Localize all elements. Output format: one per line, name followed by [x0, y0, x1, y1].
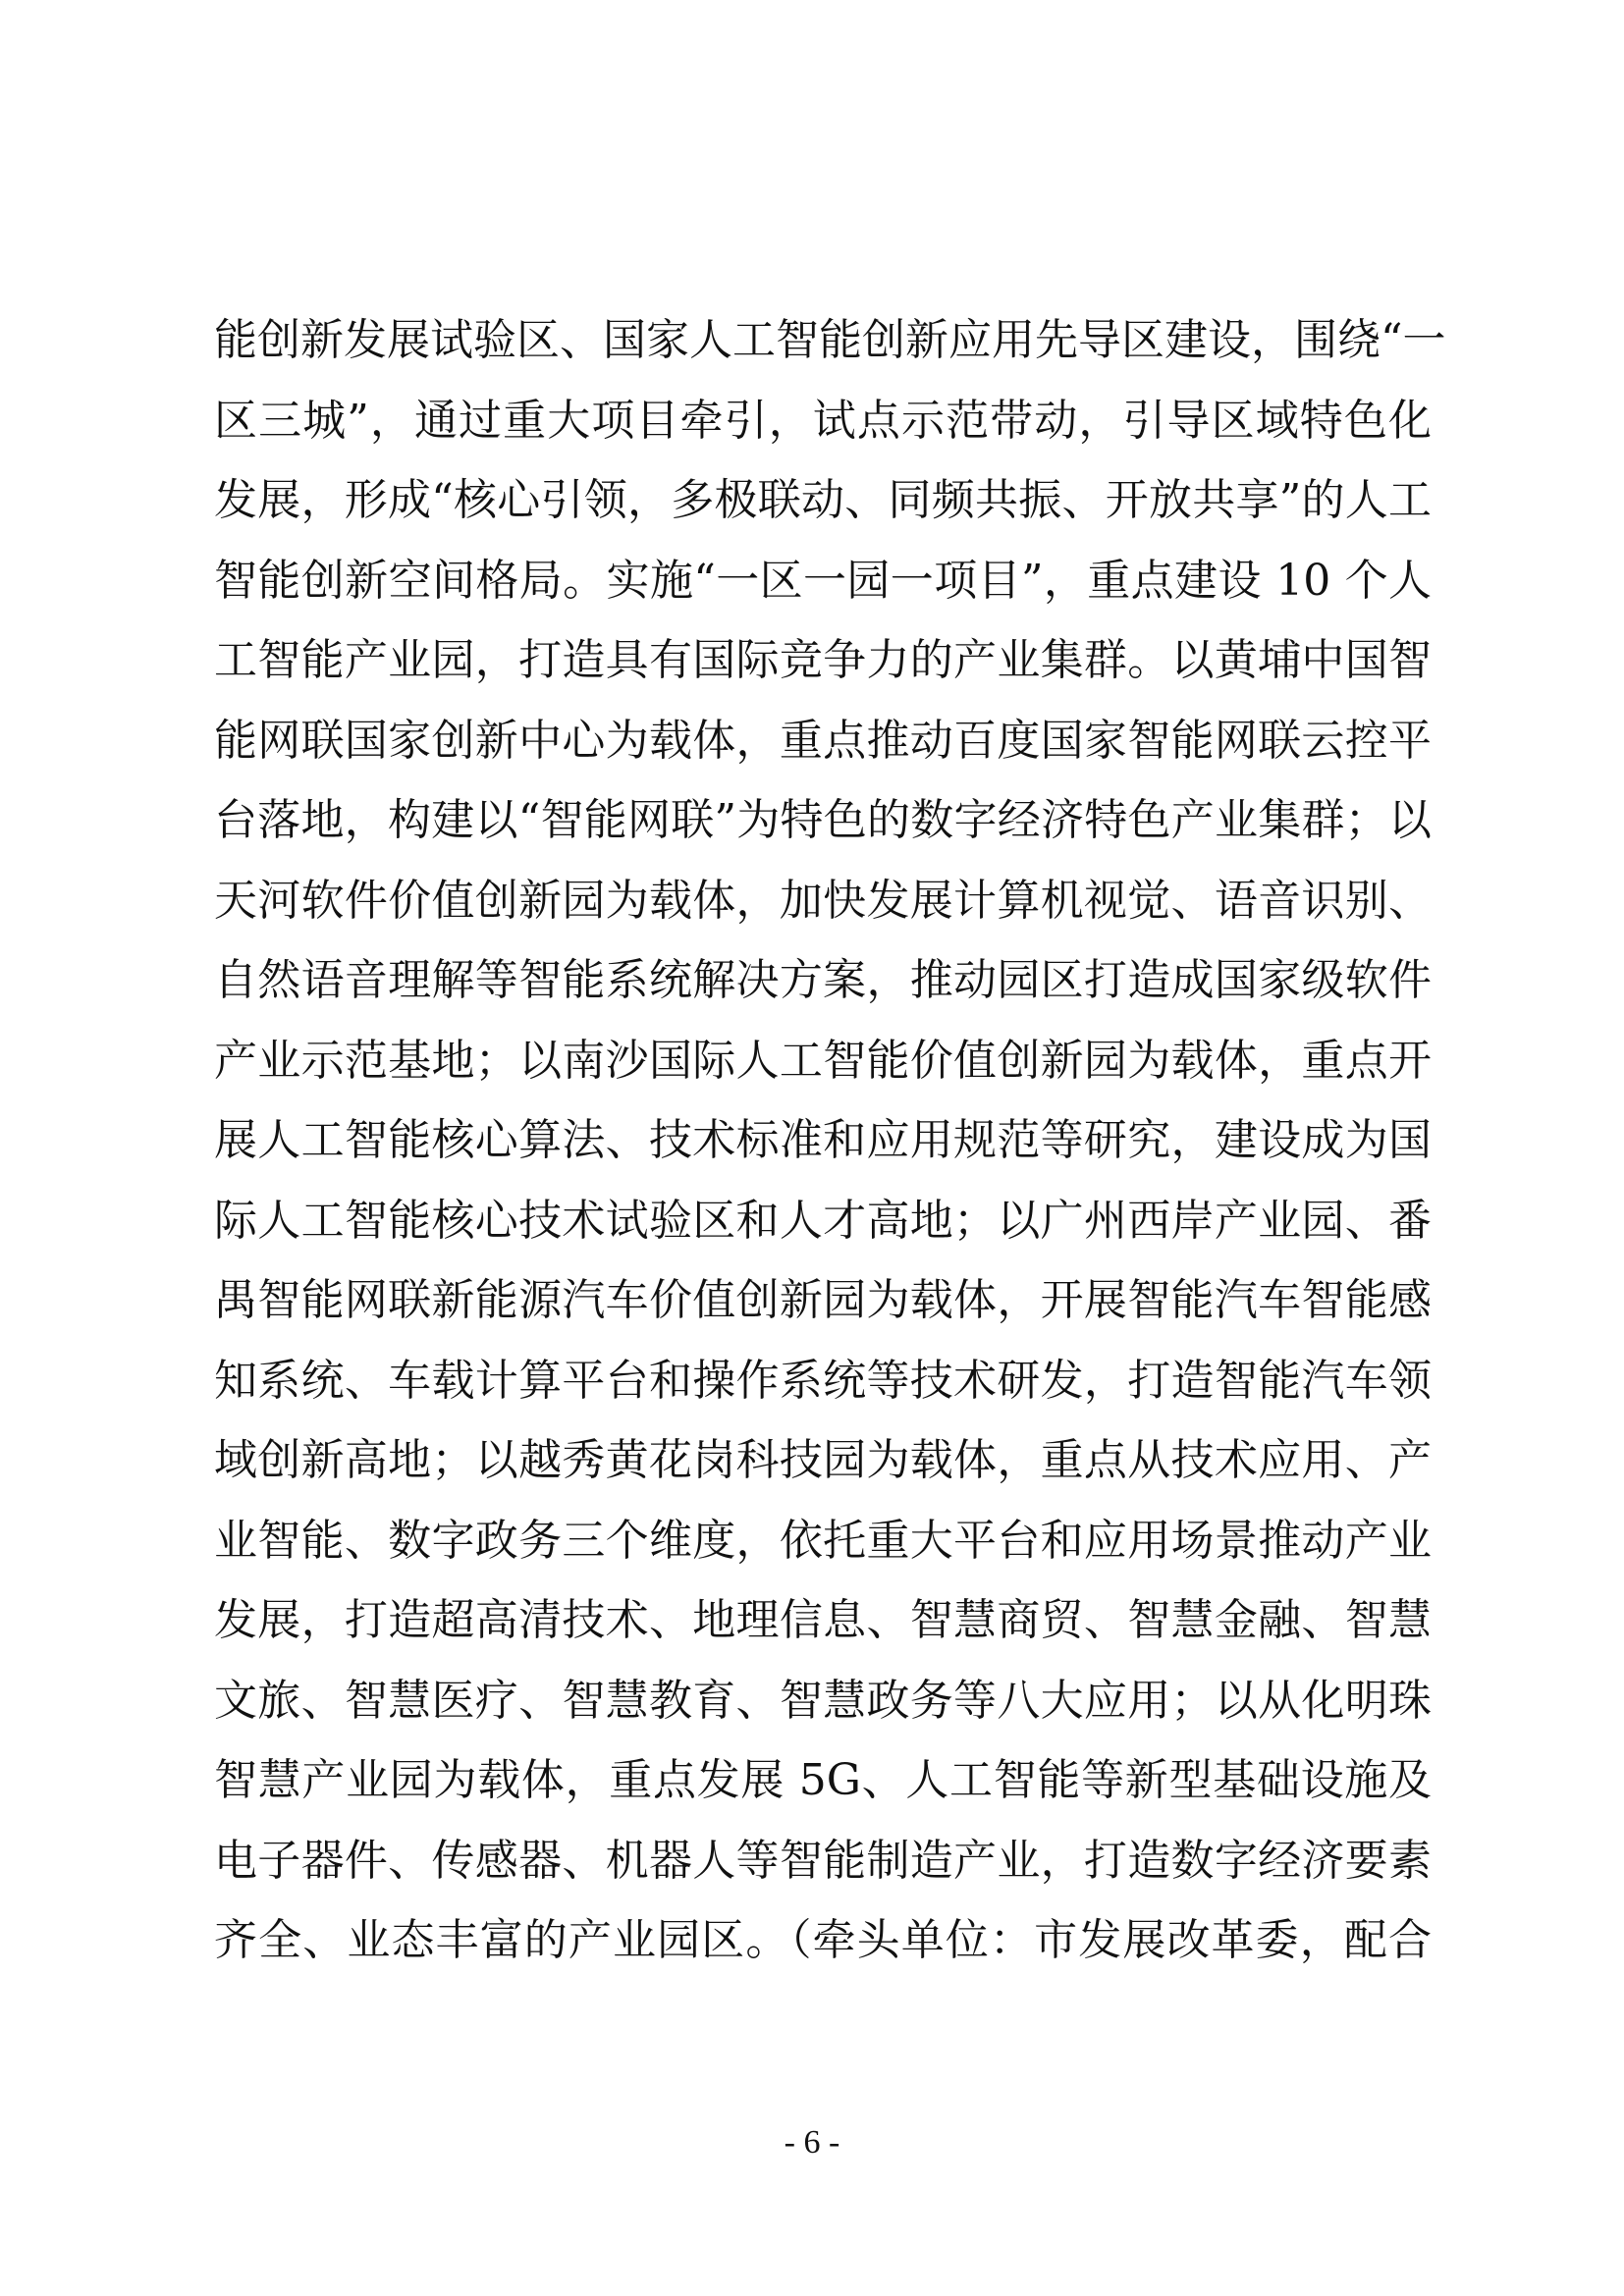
text-line: 自然语音理解等智能系统解决方案，推动园区打造成国家级软件: [214, 955, 1432, 1005]
text-line: 能网联国家创新中心为载体，重点推动百度国家智能网联云控平: [214, 715, 1432, 766]
page-number: - 6 -: [784, 2124, 840, 2161]
text-line: 工智能产业园，打造具有国际竞争力的产业集群。以黄埔中国智: [214, 635, 1432, 685]
body-paragraph: [214, 300, 1446, 1981]
text-line: 发展，打造超高清技术、地理信息、智慧商贸、智慧金融、智慧: [214, 1595, 1432, 1645]
text-line: 业智能、数字政务三个维度，依托重大平台和应用场景推动产业: [214, 1515, 1432, 1566]
text-line: 文旅、智慧医疗、智慧教育、智慧政务等八大应用；以从化明珠: [214, 1675, 1432, 1726]
text-line: 智能创新空间格局。实施“一区一园一项目”，重点建设 10 个人: [214, 555, 1432, 606]
text-line: 发展，形成“核心引领，多极联动、同频共振、开放共享”的人工: [214, 475, 1432, 525]
text-line: 区三城”，通过重大项目牵引，试点示范带动，引导区域特色化: [214, 395, 1432, 446]
text-line: 天河软件价值创新园为载体，加快发展计算机视觉、语音识别、: [214, 875, 1432, 926]
text-line: 禺智能网联新能源汽车价值创新园为载体，开展智能汽车智能感: [214, 1275, 1432, 1325]
text-line: 电子器件、传感器、机器人等智能制造产业，打造数字经济要素: [214, 1835, 1432, 1886]
text-line: 台落地，构建以“智能网联”为特色的数字经济特色产业集群；以: [214, 795, 1432, 845]
text-line: 域创新高地；以越秀黄花岗科技园为载体，重点从技术应用、产: [214, 1435, 1432, 1485]
text-line: 能创新发展试验区、国家人工智能创新应用先导区建设，围绕“一: [214, 315, 1446, 365]
text-line: 展人工智能核心算法、技术标准和应用规范等研究，建设成为国: [214, 1115, 1432, 1165]
text-line: 智慧产业园为载体，重点发展 5G、人工智能等新型基础设施及: [214, 1755, 1432, 1805]
text-line: 齐全、业态丰富的产业园区。（牵头单位：市发展改革委，配合: [214, 1915, 1432, 1965]
text-line: 知系统、车载计算平台和操作系统等技术研发，打造智能汽车领: [214, 1355, 1432, 1406]
text-line: 际人工智能核心技术试验区和人才高地；以广州西岸产业园、番: [214, 1195, 1432, 1246]
text-line: 产业示范基地；以南沙国际人工智能价值创新园为载体，重点开: [214, 1035, 1432, 1086]
